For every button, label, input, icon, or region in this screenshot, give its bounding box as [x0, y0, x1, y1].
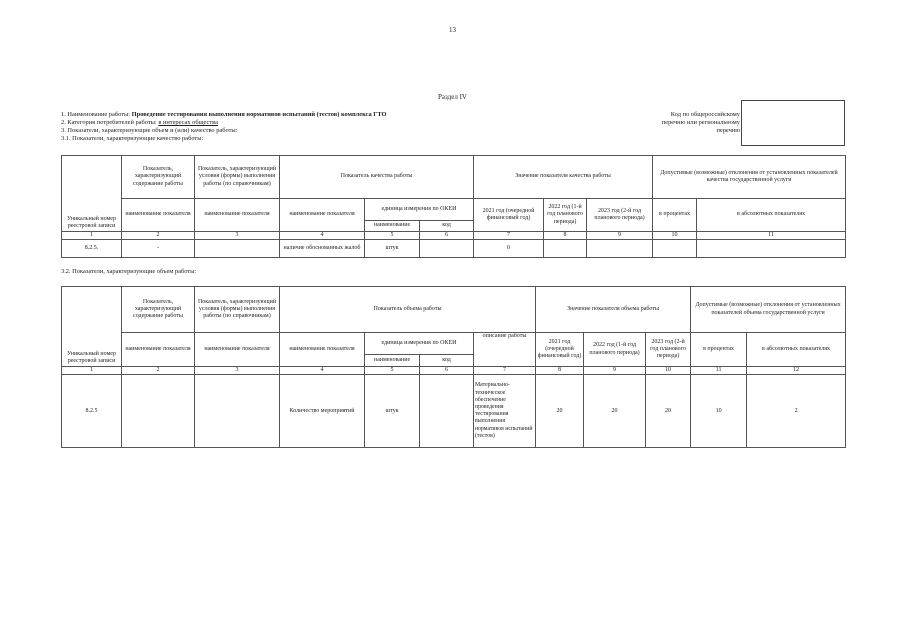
header-line-31: 3.1. Показатели, характеризующие качество работы:: [61, 135, 204, 142]
header-deviation: Допустимые (возможные) отклонения от установленных показателей объема государственной услуги: [691, 287, 846, 333]
column-number: 10: [653, 232, 697, 240]
work-name-value: Проведение тестирования выполнения нормативов испытаний (тестов) комплекса ГТО: [131, 111, 387, 118]
cell-unit-name: штук: [365, 240, 420, 258]
header-name-indicator-2: наименование показателя: [195, 333, 280, 367]
header-unique-number: Уникальный номер реестровой записи: [62, 156, 122, 232]
header-conditions-indicator: Показатель, характеризующий условия (формы) выполнения работы (по справочникам): [195, 287, 280, 333]
quality-table: [61, 155, 846, 258]
header-percent: в процентах: [653, 199, 697, 232]
cell-content: -: [122, 240, 195, 258]
header-absolute: в абсолютных показателях: [747, 333, 846, 367]
header-volume-value: Значение показателя объема работы: [536, 287, 691, 333]
header-name-indicator-1: наименование показателя: [122, 333, 195, 367]
column-number: 5: [365, 367, 420, 375]
header-unit-code: код: [420, 221, 474, 232]
column-number: 3: [195, 367, 280, 375]
column-number: 8: [544, 232, 587, 240]
section-3-2-title: 3.2. Показатели, характеризующие объем работы:: [61, 268, 197, 275]
column-number: 8: [536, 367, 584, 375]
cell-value-2021: 20: [536, 375, 584, 448]
column-number: 4: [280, 232, 365, 240]
header-year-2021: 2021 год (очередной финансовый год): [474, 199, 544, 232]
header-unit-name: наименование: [365, 221, 420, 232]
column-number: 7: [474, 367, 536, 375]
volume-table: [61, 286, 846, 448]
cell-percent: [653, 240, 697, 258]
registry-code-box: [741, 100, 845, 146]
column-number: 9: [584, 367, 646, 375]
consumer-category-label: 2. Категория потребителей работы:: [61, 119, 157, 126]
header-deviation: Допустимые (возможные) отклонения от установленных показателей качества государственной услуги: [653, 156, 846, 199]
column-number: 10: [646, 367, 691, 375]
header-year-2022: 2022 год (1-й год планового периода): [544, 199, 587, 232]
page-number: 13: [449, 26, 456, 34]
cell-absolute: 2: [747, 375, 846, 448]
header-unit-okei: единица измерения по ОКЕИ: [365, 199, 474, 221]
cell-value-2023: 20: [646, 375, 691, 448]
header-year-2023: 2023 год (2-й год планового периода): [646, 333, 691, 367]
column-number: 2: [122, 232, 195, 240]
column-number: 1: [62, 367, 122, 375]
header-percent: в процентах: [691, 333, 747, 367]
code-label-1: Код по общероссийскому: [670, 111, 740, 118]
column-number: 12: [747, 367, 846, 375]
cell-value-2021: 0: [474, 240, 544, 258]
header-name-indicator-1: наименование показателя: [122, 199, 195, 232]
header-year-2022: 2022 год (1-й год планового периода): [584, 333, 646, 367]
header-line-1: [61, 111, 387, 119]
header-content-indicator: Показатель, характеризующий содержание работы: [122, 156, 195, 199]
section-title: Раздел IV: [438, 93, 467, 101]
cell-value-2022: 20: [584, 375, 646, 448]
column-number: 1: [62, 232, 122, 240]
column-number: 2: [122, 367, 195, 375]
cell-unit-code: [420, 240, 474, 258]
cell-conditions: [195, 240, 280, 258]
cell-unit-name: штук: [365, 375, 420, 448]
header-line-2: [61, 119, 218, 127]
work-name-label: 1. Наименование работы:: [61, 111, 131, 118]
table-row: [62, 240, 846, 258]
column-number: 4: [280, 367, 365, 375]
code-label-3: перечню: [716, 127, 740, 134]
consumer-category-value: в интересах общества: [158, 119, 218, 126]
header-unit-okei: единица измерения по ОКЕИ: [365, 333, 474, 355]
code-label-2: перечню или региональному: [661, 119, 740, 126]
cell-indicator: Количество мероприятий: [280, 375, 365, 448]
column-number: 6: [420, 367, 474, 375]
cell-unit-code: [420, 375, 474, 448]
column-number: 11: [691, 367, 747, 375]
cell-absolute: [697, 240, 846, 258]
header-conditions-indicator: Показатель, характеризующий условия (формы) выполнения работы (по справочникам): [195, 156, 280, 199]
header-quality-value: Значение показателя качества работы: [474, 156, 653, 199]
header-content-indicator: Показатель, характеризующий содержание работы: [122, 287, 195, 333]
column-number: 7: [474, 232, 544, 240]
header-unique-number: Уникальный номер реестровой записи: [62, 287, 122, 367]
column-number: 6: [420, 232, 474, 240]
header-year-2023: 2023 год (2-й год планового периода): [587, 199, 653, 232]
header-line-3: 3. Показатели, характеризующие объем и (или) качество работы:: [61, 127, 238, 134]
column-number: 11: [697, 232, 846, 240]
cell-value-2023: [587, 240, 653, 258]
header-name-indicator-2: наименование показателя: [195, 199, 280, 232]
header-unit-code: код: [420, 355, 474, 367]
header-name-indicator-3: наименование показателя: [280, 333, 365, 367]
header-name-indicator-3: наименование показателя: [280, 199, 365, 232]
header-quality-indicator: Показатель качества работы: [280, 156, 474, 199]
cell-value-2022: [544, 240, 587, 258]
cell-conditions: [195, 375, 280, 448]
header-absolute: в абсолютных показателях: [697, 199, 846, 232]
column-number: 3: [195, 232, 280, 240]
column-number: 5: [365, 232, 420, 240]
table-row: [62, 375, 846, 448]
cell-content: [122, 375, 195, 448]
cell-registry-code: 8.2.5: [62, 375, 122, 448]
cell-indicator: наличие обоснованных жалоб: [280, 240, 365, 258]
header-work-description: описание работы: [474, 333, 536, 367]
header-unit-name: наименование: [365, 355, 420, 367]
header-year-2021: 2021 год (очередной финансовый год): [536, 333, 584, 367]
column-number: 9: [587, 232, 653, 240]
cell-percent: 10: [691, 375, 747, 448]
cell-work-description: Материально-техническое обеспечение проведения тестирования выполнения нормативов испытаний (тестов): [474, 375, 536, 448]
cell-registry-code: 8.2.5.: [62, 240, 122, 258]
header-volume-indicator: Показатель объема работы: [280, 287, 536, 333]
